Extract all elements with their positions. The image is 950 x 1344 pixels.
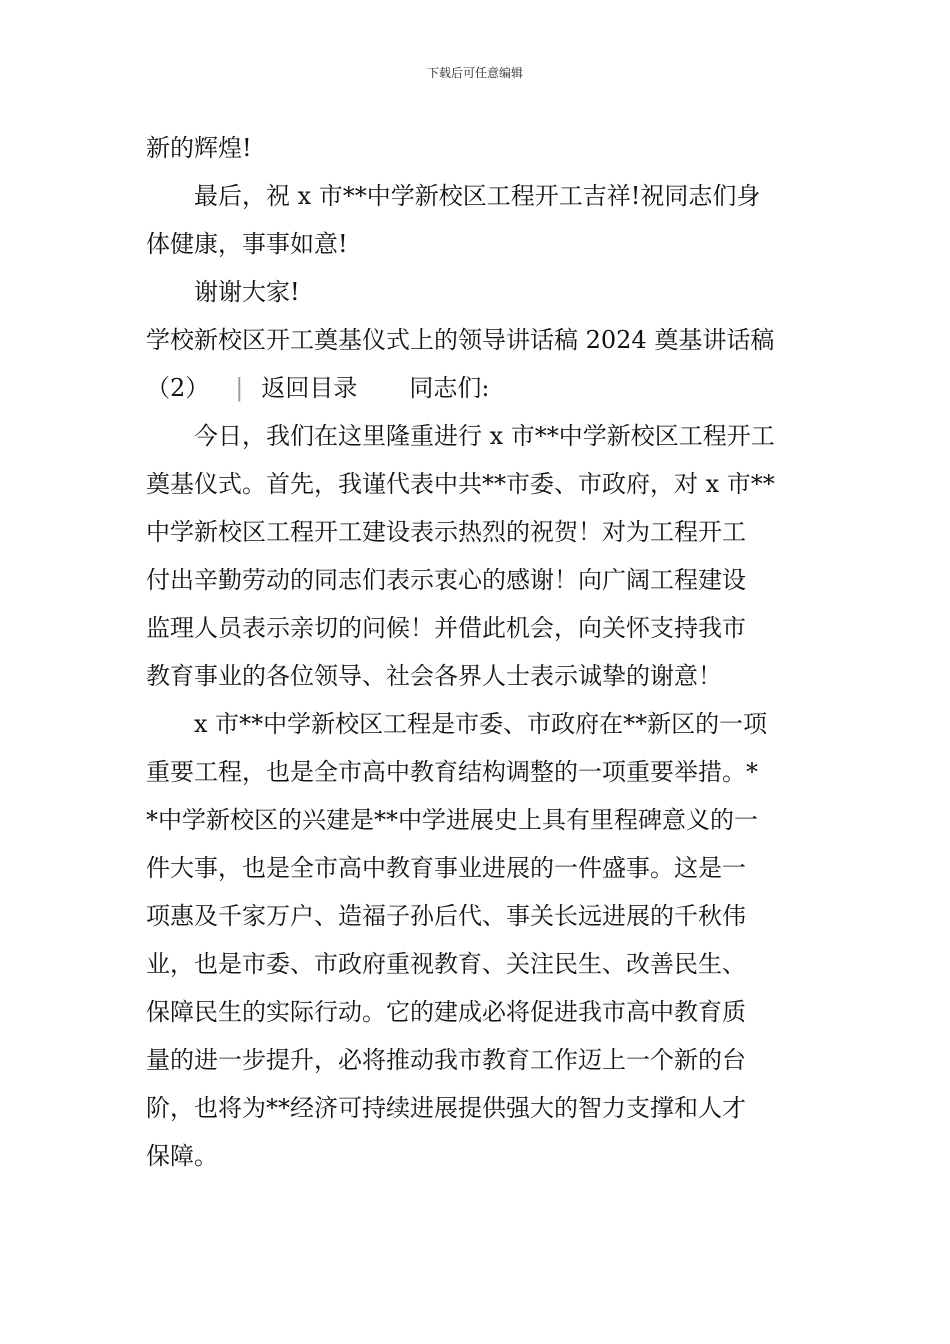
paragraph-line: 阶，也将为**经济可持续进展提供强大的智力支撑和人才 xyxy=(146,1094,746,1122)
paragraph-line: 体健康，事事如意! xyxy=(146,230,348,258)
section-title-continued xyxy=(146,364,808,412)
paragraph-line: 谢谢大家! xyxy=(194,278,300,306)
paragraph-line: 项惠及千家万户、造福子孙后代、事关长远进展的千秋伟 xyxy=(146,902,746,930)
paragraph-line: 重要工程，也是全市高中教育结构调整的一项重要举措。* xyxy=(146,758,758,786)
paragraph-line: 最后，祝 x 市**中学新校区工程开工吉祥!祝同志们身 xyxy=(194,182,761,210)
paragraph-line: *中学新校区的兴建是**中学进展史上具有里程碑意义的一 xyxy=(146,806,758,834)
paragraph-line: 中学新校区工程开工建设表示热烈的祝贺！对为工程开工 xyxy=(146,518,746,546)
paragraph-line: 保障民生的实际行动。它的建成必将促进我市高中教育质 xyxy=(146,998,746,1026)
paragraph-line: 今日，我们在这里隆重进行 x 市**中学新校区工程开工 xyxy=(194,422,775,450)
document-body xyxy=(146,124,808,1180)
paragraph-line: x 市**中学新校区工程是市委、市政府在**新区的一项 xyxy=(194,710,768,738)
paragraph-line: 件大事，也是全市高中教育事业进展的一件盛事。这是一 xyxy=(146,854,746,882)
paragraph-line: 量的进一步提升，必将推动我市教育工作迈上一个新的台 xyxy=(146,1046,746,1074)
separator: | xyxy=(235,374,244,402)
section-title: 学校新校区开工奠基仪式上的领导讲话稿 2024 奠基讲话稿 xyxy=(146,326,775,354)
paragraph-line: 教育事业的各位领导、社会各界人士表示诚挚的谢意！ xyxy=(146,662,722,690)
paragraph-line: 新的辉煌! xyxy=(146,134,252,162)
salutation: 同志们: xyxy=(409,374,490,402)
paragraph-line: 监理人员表示亲切的问候！并借此机会，向关怀支持我市 xyxy=(146,614,746,642)
paragraph-line: 保障。 xyxy=(146,1142,218,1170)
paragraph-line: 业，也是市委、市政府重视教育、关注民生、改善民生、 xyxy=(146,950,746,978)
paragraph-line: 奠基仪式。首先，我谨代表中共**市委、市政府，对 x 市** xyxy=(146,470,775,498)
section-number: （2） xyxy=(146,374,210,402)
back-to-toc-link[interactable]: 返回目录 xyxy=(261,374,358,402)
page-header: 下载后可任意编辑 xyxy=(426,66,523,80)
paragraph-line: 付出辛勤劳动的同志们表示衷心的感谢！向广阔工程建设 xyxy=(146,566,746,594)
